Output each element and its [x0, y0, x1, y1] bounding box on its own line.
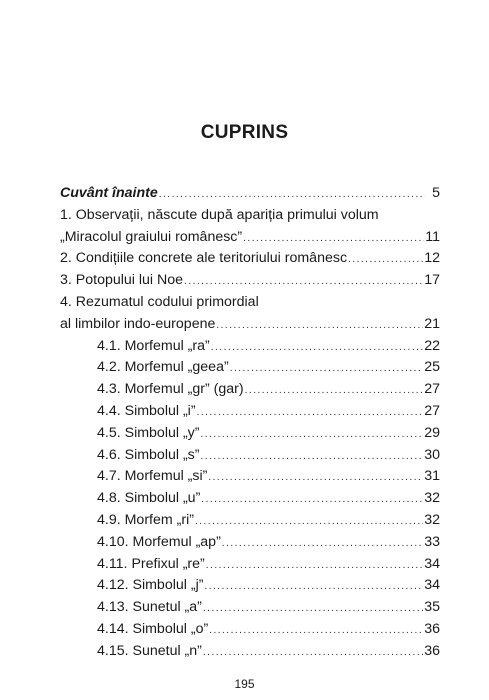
toc-subentry — [60, 336, 440, 358]
page-number: 195 — [234, 677, 255, 691]
toc-entry-label: 4.10. Morfemul „ap” — [97, 533, 221, 550]
toc-subentry — [60, 466, 440, 488]
toc-entry-page: 34 — [424, 555, 440, 572]
toc-entry-page: 33 — [424, 533, 440, 550]
toc-entry-2 — [60, 248, 440, 270]
toc-subentry — [60, 575, 440, 597]
dot-leader — [197, 402, 424, 424]
dot-leader — [245, 380, 424, 402]
toc-entry-label: 4.12. Simbolul „j” — [97, 577, 204, 594]
toc-entry-label: 4.6. Simbolul „s” — [97, 446, 200, 463]
toc-entry-label: 1. Observații, născute după apariția primului volum — [60, 206, 379, 223]
dot-leader — [230, 358, 424, 380]
toc-entry-page: 12 — [424, 250, 440, 267]
dot-leader — [184, 271, 423, 293]
toc-entry-label: 4.2. Morfemul „geea” — [97, 359, 229, 376]
dot-leader — [348, 249, 423, 271]
toc-subentry — [60, 641, 440, 663]
dot-leader — [201, 489, 423, 511]
toc-subentry — [60, 401, 440, 423]
page-title: CUPRINS — [200, 122, 289, 143]
dot-leader — [209, 620, 423, 642]
toc-entry-page: 31 — [424, 468, 440, 485]
toc-entry-label: 4.9. Morfem „ri” — [97, 511, 194, 528]
toc-entry-foreword — [60, 183, 440, 205]
toc-entry-label: 4.11. Prefixul „re” — [97, 555, 205, 572]
toc-subentry — [60, 423, 440, 445]
toc-entry-page: 5 — [432, 185, 440, 201]
dot-leader — [203, 642, 423, 664]
toc-entry-1-line2 — [60, 227, 440, 249]
dot-leader — [208, 467, 423, 489]
toc-entry-label: „Miracolul graiului românesc” — [60, 228, 243, 245]
dot-leader — [201, 446, 424, 468]
toc-entry-page: 36 — [424, 620, 440, 637]
toc-entry-page: 34 — [424, 577, 440, 594]
toc-entry-page: 11 — [425, 228, 440, 245]
toc-entry-page: 25 — [424, 359, 440, 376]
toc-entry-page: 27 — [424, 402, 440, 419]
toc-entry-4-line2 — [60, 314, 440, 336]
toc-entry-label: 4.8. Simbolul „u” — [97, 490, 201, 507]
toc-entry-label: 4.14. Simbolul „o” — [97, 620, 209, 637]
toc-entry-label: 4.5. Simbolul „y” — [97, 424, 200, 441]
toc-entry-page: 27 — [424, 381, 440, 398]
dot-leader — [204, 576, 423, 598]
toc-entry-page: 29 — [424, 424, 440, 441]
dot-leader — [216, 315, 423, 337]
toc-entry-label: 3. Potopului lui Noe — [60, 272, 184, 289]
dot-leader — [243, 228, 424, 250]
toc-entry-label: al limbilor indo-europene — [60, 315, 216, 332]
dot-leader — [195, 511, 423, 533]
dot-leader — [201, 424, 424, 446]
toc-entry-page: 35 — [424, 599, 440, 616]
toc-subentry — [60, 357, 440, 379]
toc-entry-label: 4.3. Morfemul „gr” (gar) — [97, 381, 244, 398]
toc-subentry — [60, 532, 440, 554]
toc-entry-page: 32 — [424, 511, 440, 528]
toc-entry-page: 30 — [424, 446, 440, 463]
toc-subentry — [60, 379, 440, 401]
toc-entry-page: 21 — [424, 315, 440, 332]
dot-leader — [159, 184, 425, 206]
dot-leader — [206, 555, 423, 577]
toc-entry-label: 2. Condițiile concrete ale teritoriului românesc — [60, 250, 348, 267]
toc-subentry — [60, 445, 440, 467]
toc-subentry — [60, 619, 440, 641]
toc-subentry — [60, 510, 440, 532]
toc-entry-label: 4.15. Sunetul „n” — [97, 642, 202, 659]
table-of-contents — [60, 183, 440, 663]
toc-entry-3 — [60, 270, 440, 292]
toc-entry-page: 17 — [424, 272, 440, 289]
toc-entry-page: 22 — [424, 337, 440, 354]
toc-subentry — [60, 597, 440, 619]
toc-entry-label: 4.13. Sunetul „a” — [97, 599, 202, 616]
toc-entry-1-line1 — [60, 205, 440, 227]
toc-entry-page: 32 — [424, 490, 440, 507]
toc-entry-label: Cuvânt înainte — [60, 185, 158, 201]
toc-entry-label: 4.7. Morfemul „si” — [97, 468, 208, 485]
dot-leader — [203, 598, 423, 620]
dot-leader — [211, 337, 423, 359]
toc-entry-label: 4. Rezumatul codului primordial — [60, 293, 259, 310]
toc-entry-page: 36 — [424, 642, 440, 659]
toc-entry-label: 4.1. Morfemul „ra” — [97, 337, 210, 354]
toc-entry-4-line1 — [60, 292, 440, 314]
toc-subentry — [60, 554, 440, 576]
dot-leader — [222, 533, 423, 555]
toc-subentry — [60, 488, 440, 510]
toc-entry-label: 4.4. Simbolul „i” — [97, 402, 196, 419]
